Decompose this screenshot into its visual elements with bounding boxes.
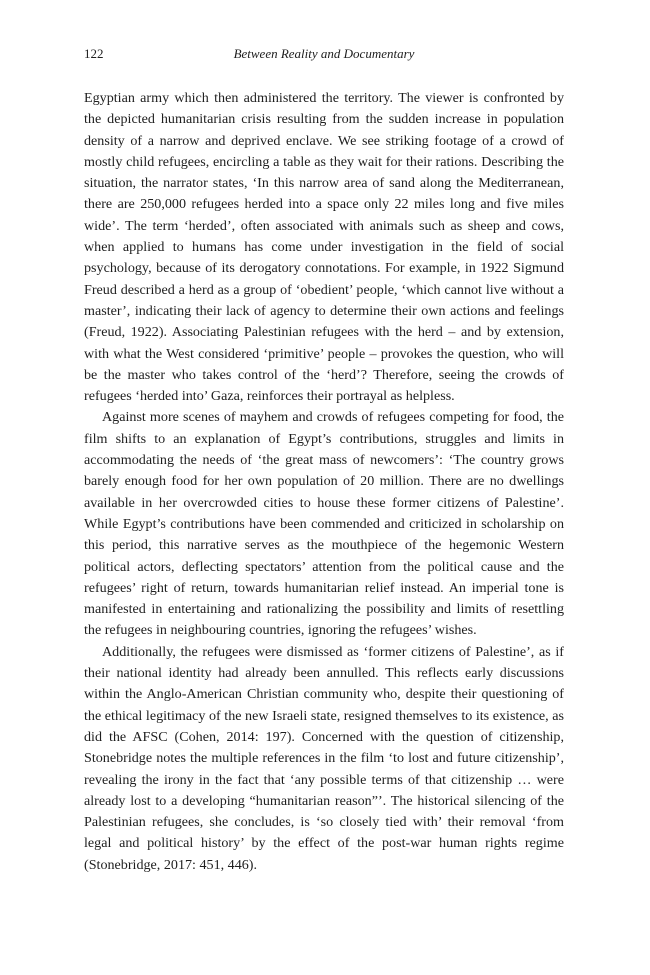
running-title: Between Reality and Documentary [233, 46, 415, 61]
body-text [84, 88, 564, 876]
paragraph-2: Against more scenes of mayhem and crowds of refugees competing for food, the film shifts to an explanation of Egypt’s contributions, struggles and limits in accommodating the needs of ‘the great mass of newcomers’: ‘The country grows barely enough food for her own population of 20 million. There are no dwellings available in her overcrowded cities to house these former citizens of Palestine’. While Egypt’s contributions have been commended and criticized in scholarship on this period, this narrative serves as the mouthpiece of the hegemonic Western political actors, deflecting spectators’ attention from the political cause and the refugees’ right of return, towards humanitarian relief instead. An imperial tone is manifested in entertaining and rationalizing the possibility and limits of resettling the refugees in neighbouring countries, ignoring the refugees’ wishes. [84, 409, 564, 639]
paragraph-1: Egyptian army which then administered the territory. The viewer is confronted by the depicted humanitarian crisis resulting from the sudden increase in population density of a narrow and deprived enclave. We see striking footage of a crowd of mostly child refugees, encircling a table as they wait for their rations. Describing the situation, the narrator states, ‘In this narrow area of sand along the Mediterranean, there are 250,000 refugees herded into a space only 22 miles long and five miles wide’. The term ‘herded’, often associated with animals such as sheep and cows, when applied to humans has come under investigation in the field of social psychology, because of its derogatory connotations. For example, in 1922 Sigmund Freud described a herd as a group of ‘obedient’ people, ‘which cannot live without a master’, indicating their lack of agency to determine their own actions and feelings (Freud, 1922). Associating Palestinian refugees with the herd – and by extension, with what the West considered ‘primitive’ people – provokes the question, who will be the master who takes control of the ‘herd’? Therefore, seeing the crowds of refugees ‘herded into’ Gaza, reinforces their portrayal as helpless. [84, 90, 564, 405]
paragraph-3: Additionally, the refugees were dismissed as ‘former citizens of Palestine’, as if their national identity had already been annulled. This reflects early discussions within the Anglo-American Christian community who, despite their questioning of the ethical legitimacy of the new Israeli state, resigned themselves to its existence, as did the AFSC (Cohen, 2014: 197). Concerned with the question of citizenship, Stonebridge notes the multiple references in the film ‘to lost and future citizenship’, revealing the irony in the fact that ‘any possible terms of that citizenship … were already lost to a developing “humanitarian reason”’. The historical silencing of the Palestinian refugees, she concludes, is ‘so closely tied with’ their removal ‘from legal and political history’ by the effect of the post-war human rights regime (Stonebridge, 2017: 451, 446). [84, 643, 564, 873]
running-head [84, 46, 564, 66]
page-number: 122 [84, 46, 104, 61]
